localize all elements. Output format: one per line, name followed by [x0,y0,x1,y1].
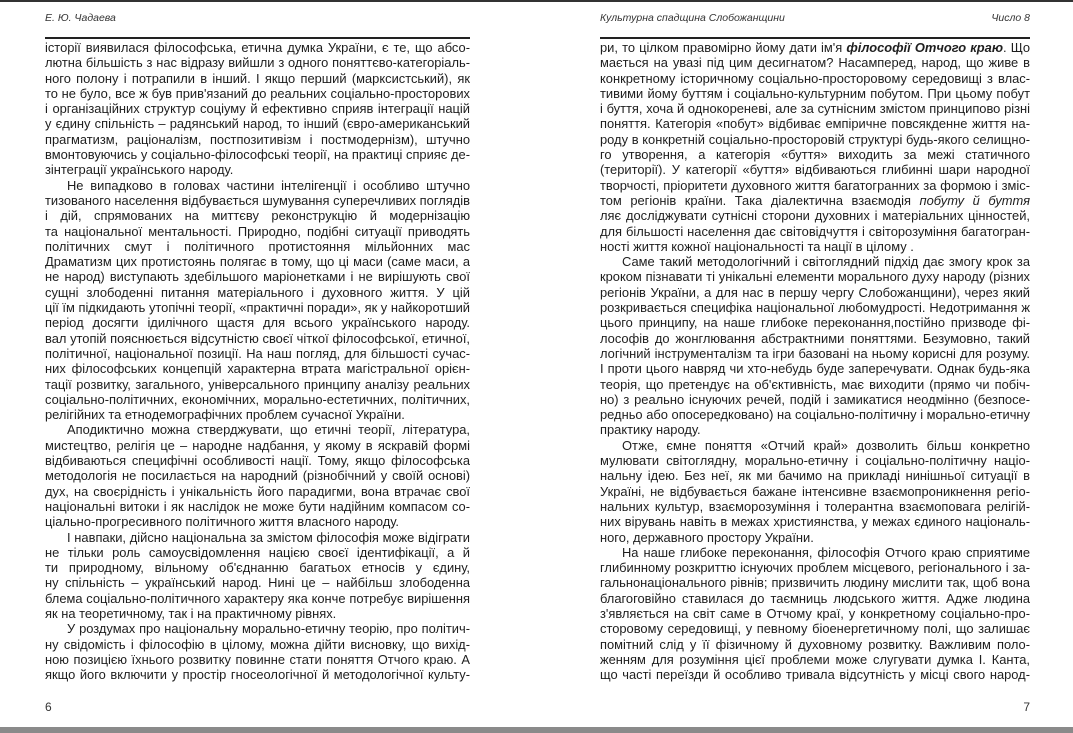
text-line: роду в конкретній соціально-просторовій структурі будь-якого селищно- [600,131,1030,147]
text-line [600,40,1030,55]
text-line: ляє досліджувати сутнісні сторони духовних і матеріальних цінностей, [600,208,1030,224]
text-line: На наше глибоке переконання, філософія Отчого краю сприятиме [622,544,1030,560]
text-line: зінтеграції українського народу. [45,162,234,178]
paragraph [45,422,470,529]
page-left [0,0,536,727]
text-line: них вірувань навіть в межах християнства, у межах єдиного національ- [600,514,1030,530]
text-line: дух, на своєрідність і унікальність його парадигми, вона втрачає свої [45,483,470,499]
page-right [536,0,1073,727]
running-header [45,12,470,26]
text-line: ну спільність – український народ. Нині це – найбільш злободенна [45,575,470,591]
text-line: ти природному, вільному об'єднанню багатьох етносів у єдину, [45,560,470,576]
emphasis-text: філософії Отчого краю [846,40,1004,55]
text-line: як на теоретичному, так і на практичному рівнях. [45,605,337,621]
text-line [600,193,1030,208]
header-issue-number: Число 8 [991,12,1030,24]
text-line: глибинному розкриттю існуючих проблем місцевого, регіонального і за- [600,560,1030,576]
paragraph [45,621,470,682]
text-line: логічний інструменталізм та ігри базовані на ньому корисні для розуму. [600,345,1030,361]
text-line: нальних культур, взаєморозуміння і толерантна взаємоповага релігій- [600,498,1030,514]
text-line: відбиваються специфічні особливості нації. Тому, якщо філософська [45,453,470,469]
text-line: ції їм підкидають утопічні теорії, «практичні поради», як у найкоротший [45,300,470,316]
text-line: ності життя кожної національності та нації в цілому . [600,238,914,254]
text-line: сторовому середовищі, у певному біоенергетичному полі, що залишає [600,621,1030,637]
text-line: та національної ментальності. Природно, подібні ситуації приводять [45,223,470,239]
text-line: національні витоки і як наслідок не може бути надійним компасом со- [45,498,470,514]
text-line: поняття. Категорія «побут» відбиває емпіричне повсякденне життя на- [600,116,1030,132]
text-line: Україні, не відбувається бажане інтенсивне взаємопроникнення регіо- [600,483,1030,499]
paragraph [45,178,470,423]
text-segment: том регіонів країни. Така діалектична взаємодія [600,192,920,208]
text-line: цього принципу, на наше глибоке переконання,постійно призводе фі- [600,315,1030,331]
paragraph [600,438,1030,545]
text-line: політичної, національної позиції. На наш погляд, для більшості сучас- [45,345,470,361]
text-line: практику народу. [600,422,701,438]
text-line: кроком пізнавати ті унікальні елементи морального духу народу (різних [600,269,1030,285]
page-number: 6 [45,700,52,714]
text-line: І проти цього навряд чи хто-небудь буде заперечувати. Однак будь-яка [600,361,1030,377]
text-line: го утворення, а категорія «буття» виходить за межі статичного [600,147,1030,163]
header-journal-title: Культурна спадщина Слобожанщини [600,12,785,24]
text-line: Отже, ємне поняття «Отчий край» дозволить більш конкретно [622,437,1030,453]
text-line: творчості, пріоритети духовного життя багатогранних за формою і зміс- [600,177,1030,193]
paragraph [45,40,470,178]
text-line: розкривається специфіка національної любомудрості. Недотримання ж [600,300,1030,316]
text-line: помітний слід у її фізичному й духовному розвитку. Важливим поло- [600,636,1030,652]
text-line: з'являється на світ саме в Отчому краї, у конкретному соціально-про- [600,605,1030,621]
text-line: блема соціально-політичного характеру яка конче потребує вирішення [45,590,470,606]
text-line: соціально-політичних, економічних, морально-естетичних, політичних, [45,391,470,407]
text-line: но) з реально існуючих речей, подій і замикатися неодмінно (безпосе- [600,391,1030,407]
paragraph [45,530,470,622]
text-line: вал утопій пояснюється відсутністю своєї чіткої філософської, етичної, [45,330,470,346]
text-line: і дій, спрямованих на миттєву реконструкцію й модернізацію [45,208,470,224]
text-line: У роздумах про національну морально-етичну теорію, про політич- [67,621,470,637]
text-line: лютна більшість з нас відразу вийшли з одного поняттєво-категоріаль- [45,55,470,71]
text-line: ною позицією їхнього розвитку повинне стати поняття Отчого краю. А [45,651,470,667]
text-line: вмонтовуючись у соціально-філософські теорії, на практиці сприяє де- [45,147,470,163]
text-line: Драматизм цих протистоянь полягає в тому, що ці маси (саме маси, а [45,254,470,270]
emphasis-text: побуту й буття [919,192,1030,208]
text-line: них філософських концепцій характерна втрата магістральної орієн- [45,361,470,377]
header-rule [600,37,1030,39]
text-line: (території). У категорії «буття» відбиваються глибинні шари народної [600,162,1030,178]
text-line: ного, державного простору України. [600,529,814,545]
text-line: період досягти ідилічного щастя для всього українського народу. [45,315,470,331]
text-line: редньо або опосередковано) на соціально-політичну і морально-етичну [600,407,1030,423]
text-line: гальнонаціонального рівнів; призвичить людину мислити так, щоб вона [600,575,1030,591]
paragraph [600,40,1030,254]
text-line: методологія не посилається на народний (різнобічний у своїй основі) [45,468,470,484]
text-line: то не було, все ж був прив'язаний до реальних соціально-просторових [45,85,470,101]
text-line: тивими йому буттям і соціально-культурним побутом. При цьому побут [600,85,1030,101]
bottom-border [0,727,1073,733]
text-line: Не випадково в головах частини інтелігенції і особливо штучно [67,177,470,193]
text-line: що часті переїзди й особливо тривала відсутність у місці свого народ- [600,667,1030,683]
text-line: ного полону і потрапили в інший. І якщо перший (марксистський), як [45,70,470,86]
text-line: мулювати світоглядну, морально-етичну і соціально-політичну націо- [600,453,1030,469]
text-line: релігійних та етнодемографічних проблем сучасної України. [45,407,405,423]
running-header [600,12,1030,26]
text-line: мається на увазі під цим десигнатом? Насамперед, народ, що живе в [600,55,1030,71]
text-line: не тільки роль самоусвідомлення нацією своєї ідентифікації, а й [45,544,470,560]
text-line: для більшості населення дає світовідчуття і світорозуміння багатогран- [600,223,1030,239]
paragraph [600,545,1030,683]
text-line: ну свідомість і філософію в цілому, можна дійти висновку, що вихід- [45,636,470,652]
text-line: теорія, що претендує на об'єктивність, має виходити (прямо чи побіч- [600,376,1030,392]
header-rule [45,37,470,39]
paragraph [600,254,1030,438]
text-line: нальну ідею. Без неї, як ми бачимо на прикладі нинішньої ситуації в [600,468,1030,484]
text-line: якщо його включити у простір гносеологічної й методологічної культу- [45,667,470,683]
page-body [45,40,470,682]
text-line: Аподиктично можна стверджувати, що етичні теорії, література, [67,422,470,438]
text-line: тизованого населення відбувається шумування суперечливих поглядів [45,192,470,208]
text-line: женням для розуміння цієї проблеми може слугувати думка І. Канта, [600,651,1030,667]
header-author: Е. Ю. Чадаева [45,12,116,24]
text-line: у єдину спільність – радянський народ, то інший (євро-американський [45,116,470,132]
text-line: прагматизм, раціоналізм, постпозитивізм і постмодернізм), штучно [45,131,470,147]
text-line: регіонів України, а для нас в першу чергу Слобожанщини), через який [600,284,1030,300]
text-line: історії виявилася філософська, етична думка України, є те, що абсо- [45,40,470,55]
text-line: Саме такий методологічний і світоглядний підхід дає змогу крок за [622,254,1030,270]
text-line: І навпаки, дійсно національна за змістом філософія може відіграти [67,529,470,545]
text-line: політичних смут і політичного протистояння мільйонних мас [45,238,470,254]
text-line: і буття, хоча й однокореневі, але за сутнісним змістом принципово різні [600,101,1030,117]
text-line: лософів до жонглювання абстрактними поняттями. Безумовно, такий [600,330,1030,346]
text-line: тації розвитку, загального, універсального принципу аналізу реальних [45,376,470,392]
text-line: конкретному історичному соціально-просторовому середовищі з влас- [600,70,1030,86]
text-line: мистецтво, релігія це – народне надбання, у якому в яскравій формі [45,437,470,453]
page-body [600,40,1030,682]
text-line: і організаційних структур соціуму й ефективно сприяв інтеграції націй [45,101,470,117]
page-number: 7 [1023,700,1030,714]
text-line: не народ) виступають здебільшого маріонетками і не вирішують свої [45,269,470,285]
text-line: ціально-прогресивного політичного життя власного народу. [45,514,400,530]
text-line: благоговійно ставилася до таємниць людського життя. Адже людина [600,590,1030,606]
text-segment: . Що [1003,40,1030,55]
text-line: сущні злободенні питання матеріального і духовного життя. У цій [45,284,470,300]
text-segment: ри, то цілком правомірно йому дати ім'я [600,40,847,55]
